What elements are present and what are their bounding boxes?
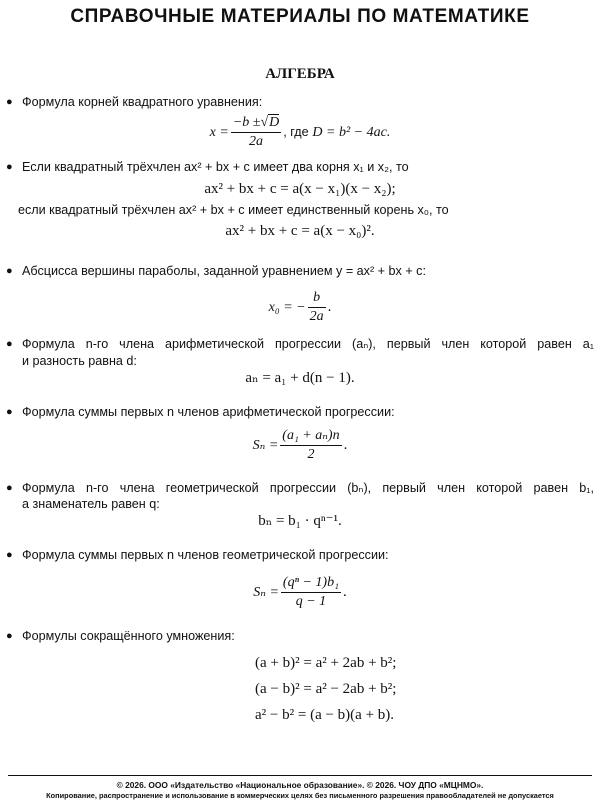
formula-lhs: x₀ = − xyxy=(268,299,306,315)
item-text: Формула n-го члена арифметической прогрессии (aₙ), первый член которой равен a₁ xyxy=(22,337,594,351)
bullet: ● xyxy=(6,630,13,642)
quadratic-roots-formula xyxy=(0,114,600,151)
fraction xyxy=(280,427,341,464)
item-text: Формула n-го члена геометрической прогрессии (bₙ), первый член которой равен b₁, xyxy=(22,481,594,495)
difference-of-squares-formula: a² − b² = (a − b)(a + b). xyxy=(255,707,395,723)
bullet: ● xyxy=(6,96,13,108)
arithmetic-term-formula: aₙ = a₁ + d(n − 1). xyxy=(245,370,355,386)
arithmetic-term-text-cont: и разность равна d: xyxy=(22,354,137,368)
formula-lhs: Sₙ = xyxy=(252,437,279,453)
denominator: 2 xyxy=(307,447,315,462)
formula-tail: . xyxy=(342,583,347,600)
denominator: 2a xyxy=(309,309,324,324)
fraction: $\frac{-b \pm√D}{2a}$ xyxy=(232,115,280,149)
denominator: 2a xyxy=(249,134,264,149)
radicand: D xyxy=(269,115,280,130)
geometric-term-item xyxy=(6,480,594,497)
short-multiplication-item xyxy=(6,628,594,645)
footer-notice: Копирование, распространение и использование в коммерческих целях без письменного разрешения правообладателей не допускается xyxy=(46,791,554,800)
footer-copyright: © 2026. ООО «Издательство «Национальное образование». © 2026. ЧОУ ДПО «МЦНМО». xyxy=(116,780,484,790)
square-of-sum-formula: (a + b)² = a² + 2ab + b²; xyxy=(255,655,397,671)
arithmetic-term-item xyxy=(6,336,594,353)
formula-lhs: x = xyxy=(209,124,229,140)
numerator: b xyxy=(308,289,326,308)
geometric-sum-item xyxy=(6,547,594,564)
bullet: ● xyxy=(6,406,13,418)
factorization-item xyxy=(6,159,594,176)
formula-lhs: Sₙ = xyxy=(253,584,279,600)
where-text: , где xyxy=(283,124,309,139)
arithmetic-sum-formula xyxy=(0,427,600,464)
geometric-term-text-cont: а знаменатель равен q: xyxy=(22,497,160,511)
item-text: Формулы сокращённого умножения: xyxy=(22,629,235,643)
item-text: Формула суммы первых n членов арифметической прогрессии: xyxy=(22,405,395,419)
vertex-item xyxy=(6,263,594,280)
bullet: ● xyxy=(6,549,13,561)
page-title: СПРАВОЧНЫЕ МАТЕРИАЛЫ ПО МАТЕМАТИКЕ xyxy=(70,6,530,27)
geometric-sum-formula xyxy=(0,574,600,611)
fraction xyxy=(281,574,341,611)
bullet: ● xyxy=(6,161,13,173)
numerator: (a₁ + aₙ)n xyxy=(280,427,341,446)
vertex-formula xyxy=(0,289,600,326)
item-text: Формула корней квадратного уравнения: xyxy=(22,95,263,109)
fraction xyxy=(308,289,326,326)
denominator: q − 1 xyxy=(295,594,327,609)
item-text: Если квадратный трёхчлен ax² + bx + c имеет два корня x₁ и x₂, то xyxy=(22,160,409,174)
square-of-difference-formula: (a − b)² = a² − 2ab + b²; xyxy=(255,681,397,697)
numerator: (qⁿ − 1)b₁ xyxy=(281,574,341,593)
geometric-term-formula: bₙ = b₁ · qⁿ⁻¹. xyxy=(258,513,342,529)
numerator-text: −b ± xyxy=(232,115,261,130)
footer-divider xyxy=(8,775,592,776)
formula-tail: . xyxy=(327,298,332,315)
factorization-formula-two-roots: ax² + bx + c = a(x − x₁)(x − x₂); xyxy=(204,181,396,197)
factorization-single-root-text: если квадратный трёхчлен ax² + bx + c имеет единственный корень x₀, то xyxy=(18,203,449,217)
arithmetic-sum-item xyxy=(6,404,594,421)
bullet: ● xyxy=(6,265,13,277)
item-text: Абсцисса вершины параболы, заданной уравнением y = ax² + bx + c: xyxy=(22,264,426,278)
factorization-formula-single-root: ax² + bx + c = a(x − x₀)². xyxy=(225,223,375,239)
discriminant: D = b² − 4ac. xyxy=(312,124,391,140)
formula-tail: . xyxy=(343,436,348,453)
section-heading: АЛГЕБРА xyxy=(265,66,335,82)
item-text: Формула суммы первых n членов геометрической прогрессии: xyxy=(22,548,389,562)
quadratic-roots-item xyxy=(6,94,594,111)
bullet: ● xyxy=(6,482,13,494)
bullet: ● xyxy=(6,338,13,350)
